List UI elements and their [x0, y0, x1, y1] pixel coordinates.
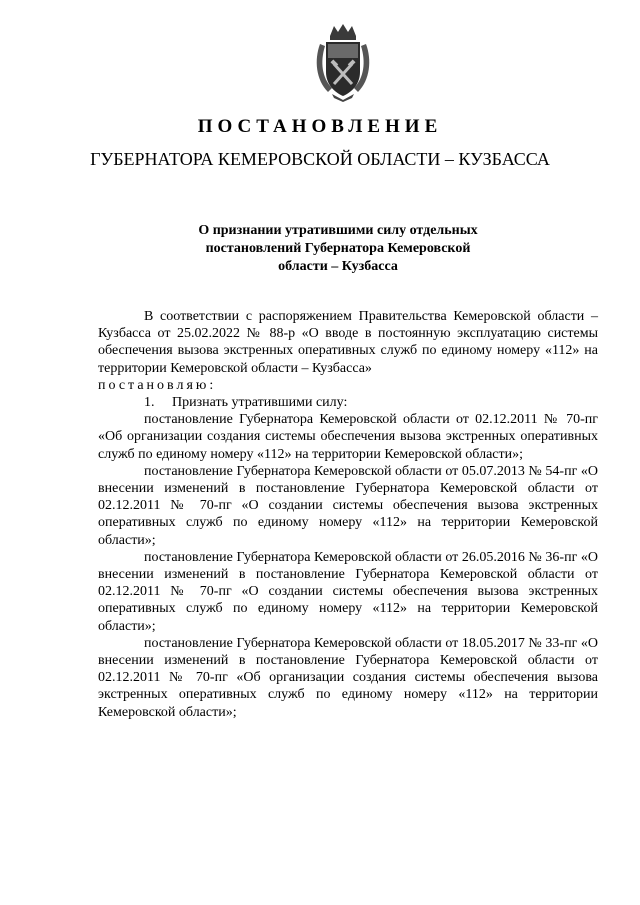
document-subject [188, 222, 488, 276]
document-body [98, 308, 598, 721]
coat-of-arms-icon [312, 22, 374, 102]
issuer-line: ГУБЕРНАТОРА КЕМЕРОВСКОЙ ОБЛАСТИ – КУЗБАССА [90, 149, 550, 169]
repealed-act-paragraph: постановление Губернатора Кемеровской области от 26.05.2016 № 36-пг «О внесении изменений в постановление Губернатора Кемеровской области от 02.12.2011 № 70-пг «О создании системы обеспечения вызова экстренных оперативных служб по единому номеру «112» на территории Кемеровской области»; [98, 549, 598, 634]
subject-line: области – Кузбасса [278, 259, 398, 274]
document-title: ПОСТАНОВЛЕНИЕ [197, 116, 443, 137]
subject-line: О признании утратившими силу отдельных [198, 223, 478, 238]
preamble-paragraph: В соответствии с распоряжением Правительства Кемеровской области – Кузбасса от 25.02.2022 № 88-р «О вводе в постоянную эксплуатацию системы обеспечения вызова экстренных оперативных служб по единому номеру «112» на территории Кемеровской области – Кузбасса» [98, 309, 598, 376]
repealed-act-paragraph: постановление Губернатора Кемеровской области от 18.05.2017 № 33-пг «О внесении изменений в постановление Губернатора Кемеровской области от 02.12.2011 № 70-пг «Об организации создания системы обеспечения вызова экстренных оперативных служб по единому номеру «112» на территории Кемеровской области»; [98, 635, 598, 720]
decree-word: постановляю: [98, 377, 217, 393]
repealed-act-paragraph: постановление Губернатора Кемеровской области от 05.07.2013 № 54-пг «О внесении изменений в постановление Губернатора Кемеровской области от 02.12.2011 № 70-пг «О создании системы обеспечения вызова экстренных оперативных служб по единому номеру «112» на территории Кемеровской области»; [98, 463, 598, 548]
subject-line: постановлений Губернатора Кемеровской [205, 241, 471, 256]
repealed-act-paragraph: постановление Губернатора Кемеровской области от 02.12.2011 № 70-пг «Об организации создания системы обеспечения вызова экстренных оперативных служб по единому номеру «112» на территории Кемеровской области»; [98, 412, 598, 462]
item-1-paragraph: 1. Признать утратившими силу: [144, 395, 348, 411]
